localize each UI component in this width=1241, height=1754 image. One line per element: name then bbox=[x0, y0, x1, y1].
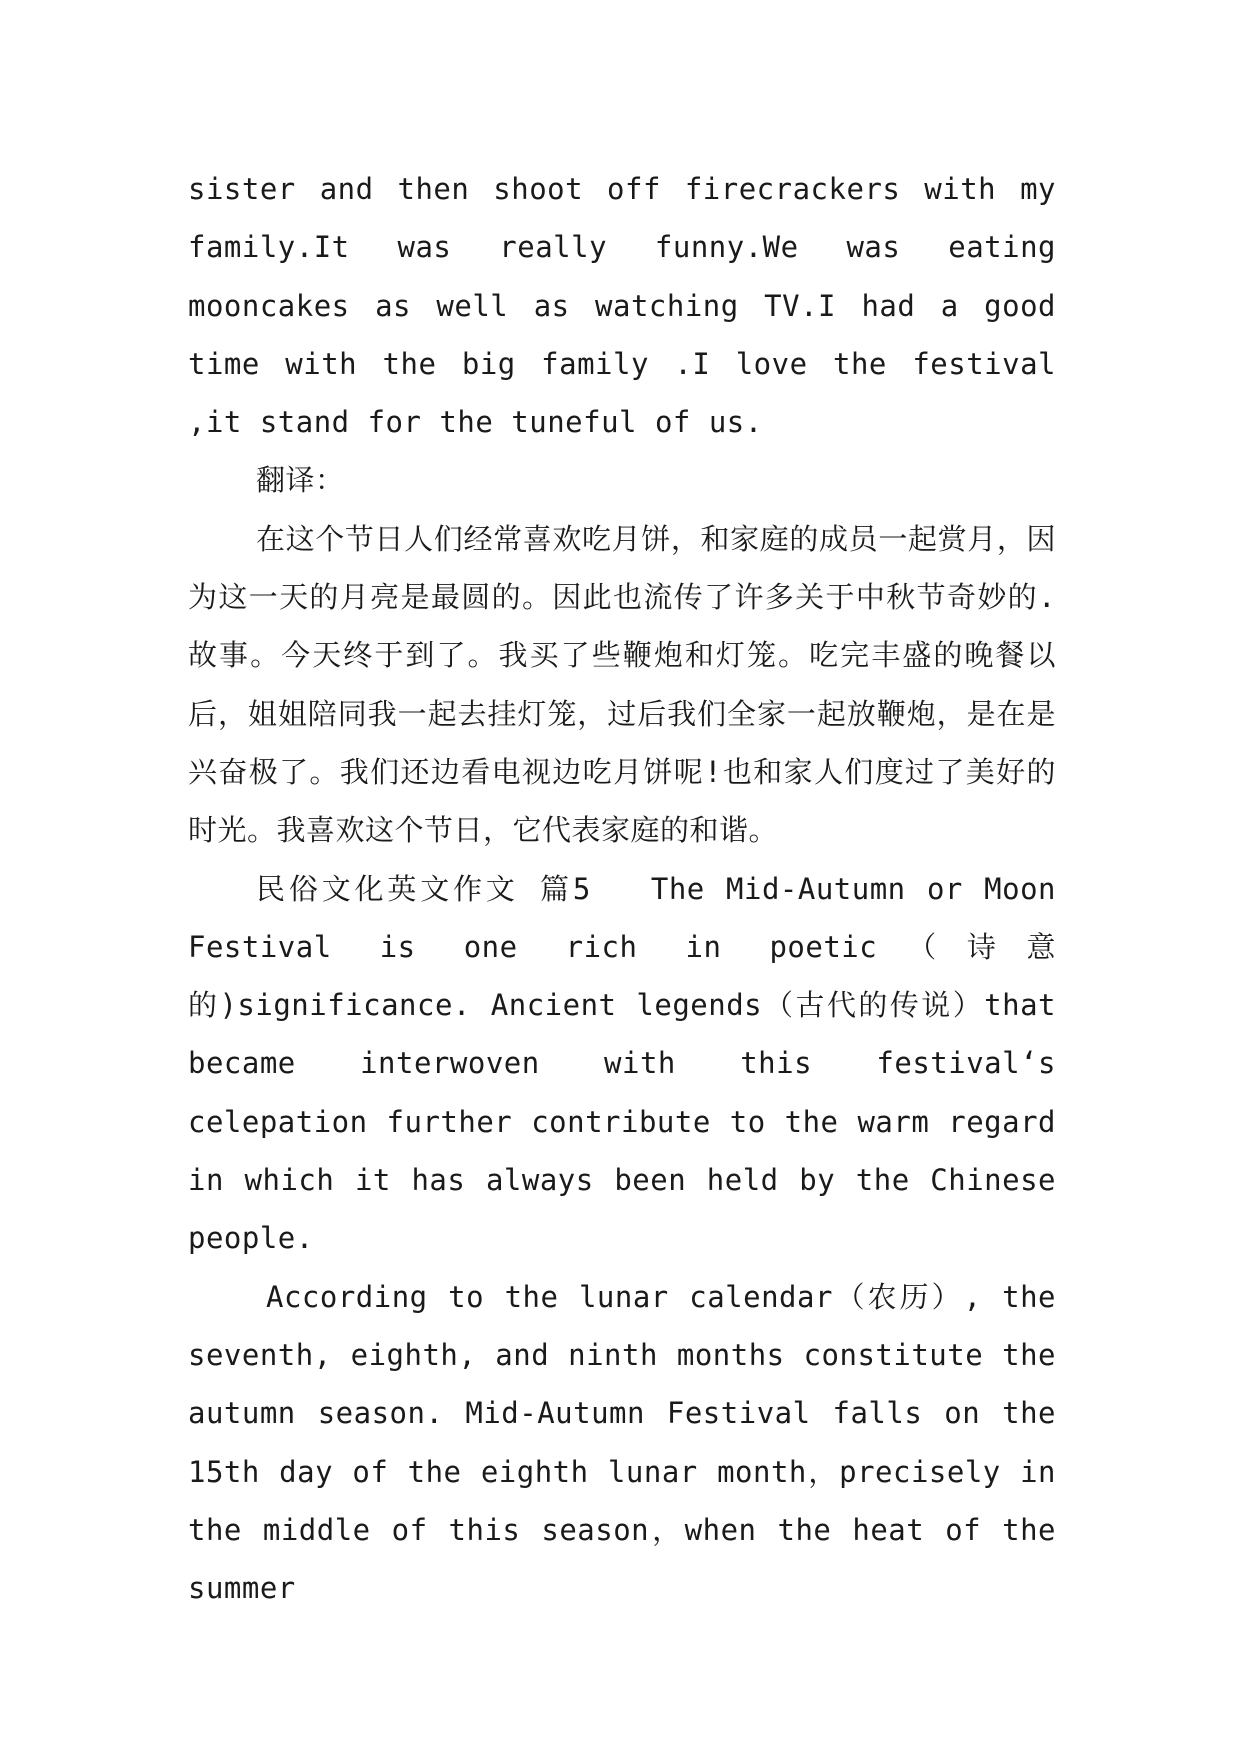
paragraph-essay-5 bbox=[188, 860, 1056, 1268]
document-body bbox=[188, 160, 1056, 1617]
essay-5-body: The Mid-Autumn or Moon Festival is one rich in poetic（诗意的)significance. Ancient legends（古代的传说）that became interwoven with this festival‘s celepation further contribute to the warm regard in which it has always been held by the Chinese people. bbox=[188, 871, 1056, 1256]
paragraph-chinese-translation: 在这个节日人们经常喜欢吃月饼，和家庭的成员一起赏月，因为这一天的月亮是最圆的。因此也流传了许多关于中秋节奇妙的.故事。今天终于到了。我买了些鞭炮和灯笼。吃完丰盛的晚餐以后，姐姐陪同我一起去挂灯笼，过后我们全家一起放鞭炮，是在是兴奋极了。我们还边看电视边吃月饼呢!也和家人们度过了美好的时光。我喜欢这个节日，它代表家庭的和谐。 bbox=[188, 521, 1056, 848]
paragraph-english-ending: sister and then shoot off firecrackers with my family.It was really funny.We was eating mooncakes as well as watching TV.I had a good time with the big family .I love the festival ,it stand for the tuneful of us. bbox=[188, 172, 1056, 440]
paragraph-lunar-calendar: According to the lunar calendar（农历）, the seventh, eighth, and ninth months constitute the autumn season. Mid-Autumn Festival falls on the 15th day of the eighth lunar month，precisely in the middle of this season，when the heat of the summer bbox=[188, 1279, 1056, 1606]
translation-label: 翻译： bbox=[256, 463, 345, 498]
essay-heading: 民俗文化英文作文 篇5 bbox=[256, 871, 591, 906]
